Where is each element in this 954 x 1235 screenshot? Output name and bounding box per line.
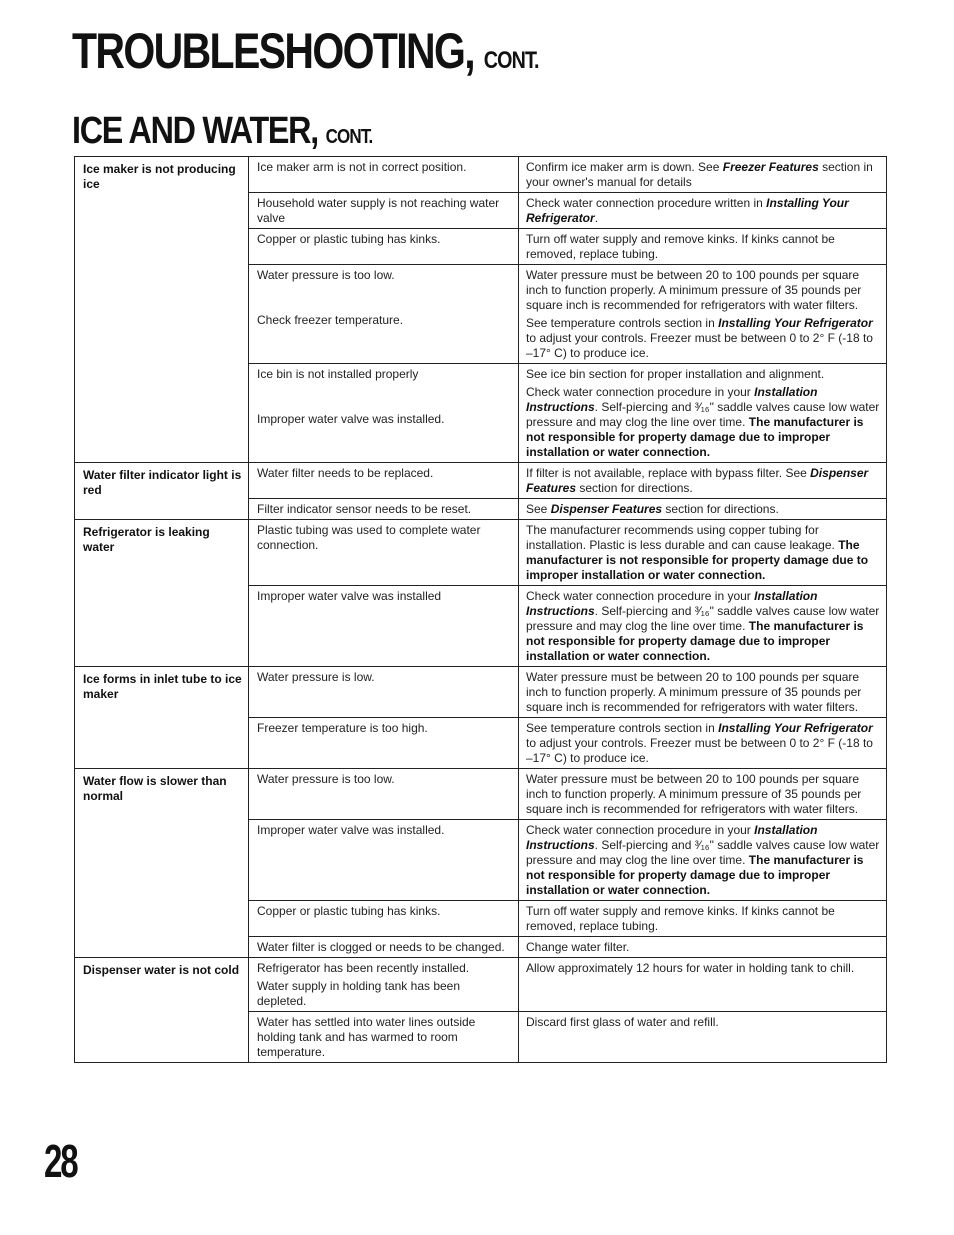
solution-cell xyxy=(519,937,887,958)
solution-text: ³⁄₁₆ xyxy=(694,838,710,852)
manual-reference: Installation Instructions xyxy=(526,589,818,618)
solution-paragraph xyxy=(526,502,880,517)
solution-text: Check water connection procedure written in xyxy=(526,196,767,210)
problem-cell: Ice forms in inlet tube to ice maker xyxy=(75,667,249,769)
solution-paragraph xyxy=(526,196,880,226)
manual-reference: Dispenser Features xyxy=(550,502,663,516)
solution-text: Change water filter. xyxy=(526,940,630,954)
problem-cell: Ice maker is not producing ice xyxy=(75,157,249,463)
cause-text: Water filter needs to be replaced. xyxy=(257,466,434,480)
cause-text: Copper or plastic tubing has kinks. xyxy=(257,904,441,918)
cause-cell xyxy=(249,364,519,463)
bold-notice: The manufacturer is not responsible for property damage due to improper installation or water connection. xyxy=(526,853,864,897)
bold-notice: The manufacturer is not responsible for property damage due to improper installation or water connection. xyxy=(526,538,869,582)
cause-text: Water filter is clogged or needs to be changed. xyxy=(257,940,505,954)
cause-cell xyxy=(249,229,519,265)
solution-cell xyxy=(519,718,887,769)
solution-paragraph xyxy=(526,232,880,262)
solution-text: Discard first glass of water and refill. xyxy=(526,1015,719,1029)
cause-text: Refrigerator has been recently installed. xyxy=(257,961,470,975)
solution-cell xyxy=(519,958,887,1012)
solution-text: . Self-piercing and xyxy=(594,838,695,852)
solution-text: " saddle valves cause low water pressure and may clog the line over time. xyxy=(526,838,880,867)
bold-notice: The manufacturer is not responsible for property damage due to improper installation or water connection. xyxy=(526,415,864,459)
table-row xyxy=(75,157,887,193)
manual-reference: Installing Your Refrigerator xyxy=(526,196,849,225)
solution-text: Check water connection procedure in your xyxy=(526,823,755,837)
problem-cell: Water flow is slower than normal xyxy=(75,769,249,958)
solution-cell xyxy=(519,499,887,520)
cause-text: Check freezer temperature. xyxy=(257,313,404,327)
solution-paragraph xyxy=(526,367,880,382)
solution-paragraph xyxy=(526,523,880,583)
manual-reference: Freezer Features xyxy=(722,160,819,174)
manual-reference: Installation Instructions xyxy=(526,823,818,852)
cause-cell xyxy=(249,520,519,586)
solution-cell xyxy=(519,520,887,586)
solution-text: Allow approximately 12 hours for water in holding tank to chill. xyxy=(526,961,855,975)
problem-cell: Dispenser water is not cold xyxy=(75,958,249,1063)
bold-notice: The manufacturer is not responsible for property damage due to improper installation or water connection. xyxy=(526,619,864,663)
section-title xyxy=(72,112,372,150)
cause-cell xyxy=(249,157,519,193)
solution-text: See ice bin section for proper installation and alignment. xyxy=(526,367,825,381)
solution-text: The manufacturer recommends using copper tubing for installation. Plastic is less durable and can cause leakage. xyxy=(526,523,839,552)
table-row xyxy=(75,463,887,499)
solution-paragraph xyxy=(526,1015,880,1030)
solution-paragraph xyxy=(526,772,880,817)
section-title-text: ICE AND WATER, xyxy=(72,110,318,152)
page-title-text: TROUBLESHOOTING, xyxy=(72,23,474,79)
solution-text: ³⁄₁₆ xyxy=(694,400,710,414)
table-row xyxy=(75,667,887,718)
solution-paragraph xyxy=(526,904,880,934)
cause-cell xyxy=(249,718,519,769)
solution-text: . Self-piercing and xyxy=(594,400,695,414)
table-row xyxy=(75,958,887,1012)
cause-text: Water supply in holding tank has been depleted. xyxy=(257,979,461,1008)
solution-cell xyxy=(519,820,887,901)
solution-paragraph xyxy=(526,385,880,460)
solution-text: section for directions. xyxy=(576,481,693,495)
solution-paragraph xyxy=(526,940,880,955)
solution-cell xyxy=(519,157,887,193)
cause-text: Household water supply is not reaching water valve xyxy=(257,196,500,225)
page-title xyxy=(72,23,539,79)
troubleshooting-table xyxy=(74,156,887,1063)
solution-text: section for directions. xyxy=(662,502,779,516)
manual-reference: Dispenser Features xyxy=(526,466,869,495)
manual-reference: Installing Your Refrigerator xyxy=(718,721,873,735)
problem-cell: Water filter indicator light is red xyxy=(75,463,249,520)
troubleshooting-table-body xyxy=(75,157,887,1063)
solution-text: Check water connection procedure in your xyxy=(526,385,755,399)
cause-cell xyxy=(249,820,519,901)
cause-cell xyxy=(249,1012,519,1063)
solution-text: " saddle valves cause low water pressure and may clog the line over time. xyxy=(526,604,880,633)
table-row xyxy=(75,769,887,820)
page-title-suffix: CONT. xyxy=(483,47,539,74)
cause-text: Ice bin is not installed properly xyxy=(257,367,419,381)
solution-text: Water pressure must be between 20 to 100 pounds per square inch to function properly. A minimum pressure of 35 pounds per square inch is recommended for refrigerators with water filters. xyxy=(526,268,862,312)
solution-cell xyxy=(519,193,887,229)
solution-text: to adjust your controls. Freezer must be between 0 to 2° F (-18 to –17° C) to produce ice. xyxy=(526,736,873,765)
solution-text: See temperature controls section in xyxy=(526,316,719,330)
solution-paragraph xyxy=(526,466,880,496)
solution-text: Water pressure must be between 20 to 100 pounds per square inch to function properly. A minimum pressure of 35 pounds per square inch is recommended for refrigerators with water filters. xyxy=(526,772,862,816)
solution-text: Water pressure must be between 20 to 100 pounds per square inch to function properly. A minimum pressure of 35 pounds per square inch is recommended for refrigerators with water filters. xyxy=(526,670,862,714)
manual-reference: Installation Instructions xyxy=(526,385,818,414)
solution-cell xyxy=(519,265,887,364)
solution-cell xyxy=(519,364,887,463)
cause-cell xyxy=(249,937,519,958)
solution-cell xyxy=(519,769,887,820)
cause-text: Water pressure is too low. xyxy=(257,772,395,786)
cause-cell xyxy=(249,958,519,1012)
solution-text: Confirm ice maker arm is down. See xyxy=(526,160,723,174)
solution-cell xyxy=(519,901,887,937)
cause-text: Improper water valve was installed. xyxy=(257,823,445,837)
table-row xyxy=(75,520,887,586)
solution-paragraph xyxy=(526,160,880,190)
cause-text: Water has settled into water lines outside holding tank and has warmed to room temperature. xyxy=(257,1015,476,1059)
solution-text: to adjust your controls. Freezer must be between 0 to 2° F (-18 to –17° C) to produce ice. xyxy=(526,331,873,360)
cause-text: Water pressure is low. xyxy=(257,670,375,684)
solution-text: See xyxy=(526,502,551,516)
cause-cell xyxy=(249,667,519,718)
cause-text: Improper water valve was installed xyxy=(257,589,442,603)
solution-paragraph xyxy=(526,670,880,715)
cause-text: Copper or plastic tubing has kinks. xyxy=(257,232,441,246)
page-number: 28 xyxy=(44,1135,77,1187)
cause-cell xyxy=(249,769,519,820)
solution-paragraph xyxy=(526,721,880,766)
solution-paragraph xyxy=(526,589,880,664)
solution-text: section in your owner's manual for details xyxy=(526,160,873,189)
solution-cell xyxy=(519,667,887,718)
cause-cell xyxy=(249,193,519,229)
cause-text: Freezer temperature is too high. xyxy=(257,721,428,735)
solution-text: ³⁄₁₆ xyxy=(694,604,710,618)
cause-text: Ice maker arm is not in correct position. xyxy=(257,160,467,174)
solution-text: " saddle valves cause low water pressure and may clog the line over time. xyxy=(526,400,880,429)
cause-cell xyxy=(249,463,519,499)
solution-text: Check water connection procedure in your xyxy=(526,589,755,603)
solution-text: See temperature controls section in xyxy=(526,721,719,735)
section-title-suffix: CONT. xyxy=(325,126,373,148)
solution-paragraph xyxy=(526,823,880,898)
solution-text: Turn off water supply and remove kinks. If kinks cannot be removed, replace tubing. xyxy=(526,904,835,933)
solution-text: Turn off water supply and remove kinks. If kinks cannot be removed, replace tubing. xyxy=(526,232,835,261)
cause-text: Plastic tubing was used to complete water connection. xyxy=(257,523,481,552)
solution-cell xyxy=(519,229,887,265)
solution-paragraph xyxy=(526,961,880,976)
cause-cell xyxy=(249,265,519,364)
cause-cell xyxy=(249,901,519,937)
solution-text: If filter is not available, replace with bypass filter. See xyxy=(526,466,811,480)
solution-paragraph xyxy=(526,268,880,313)
cause-text: Water pressure is too low. xyxy=(257,268,395,282)
solution-text: . Self-piercing and xyxy=(594,604,695,618)
solution-cell xyxy=(519,586,887,667)
solution-cell xyxy=(519,1012,887,1063)
manual-reference: Installing Your Refrigerator xyxy=(718,316,873,330)
problem-cell: Refrigerator is leaking water xyxy=(75,520,249,667)
cause-cell xyxy=(249,586,519,667)
solution-cell xyxy=(519,463,887,499)
cause-text: Improper water valve was installed. xyxy=(257,412,445,426)
solution-paragraph xyxy=(526,316,880,361)
cause-cell xyxy=(249,499,519,520)
cause-text: Filter indicator sensor needs to be reset. xyxy=(257,502,472,516)
solution-text: . xyxy=(594,211,599,225)
